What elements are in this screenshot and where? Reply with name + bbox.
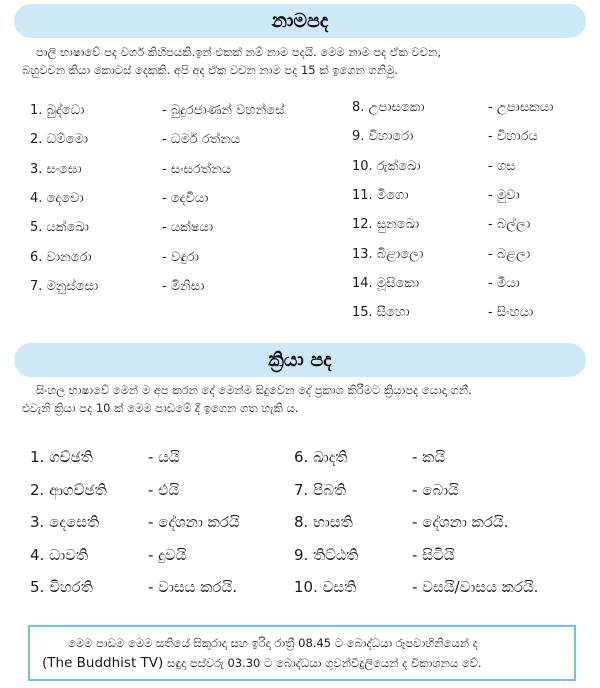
verb-row: [294, 441, 538, 474]
verb-term: 4. ධාවති: [30, 545, 89, 564]
noun-meaning: - මුවා: [488, 188, 520, 204]
verb-term: 6. ඛාදති: [294, 448, 348, 467]
noun-row: [30, 96, 284, 125]
noun-row: [352, 152, 553, 181]
noun-meaning: - දෙවියා: [162, 191, 209, 207]
verb-term: 8. භාසති: [294, 513, 353, 532]
verb-row: [30, 506, 240, 539]
section-2-intro-line-2: එවැනි ක්‍රියා පද 10 ක් මෙම පාඩමේ දී ඉගෙන ගත හැකි ය.: [22, 401, 299, 415]
section-1-title: නාමපද: [271, 10, 329, 32]
broadcast-notice-line-2: [42, 653, 566, 673]
noun-term: 10. රුක්ඛො: [352, 158, 421, 174]
section-1-banner: [14, 4, 586, 38]
verb-row: [294, 571, 538, 604]
verb-meaning: - යයි: [148, 448, 180, 467]
noun-meaning: - බල්ලා: [488, 217, 531, 233]
verb-row: [30, 539, 240, 572]
noun-row: [30, 125, 284, 154]
verb-term: 3. දෙසෙති: [30, 513, 100, 532]
noun-term: 9. විහාරො: [352, 129, 414, 145]
noun-term: 2. ධම්මො: [30, 132, 88, 148]
verb-meaning: - එයි: [148, 480, 180, 499]
noun-list-left: [30, 96, 284, 301]
noun-term: 1. බුද්ධො: [30, 103, 85, 119]
verb-meaning: - බොයි: [412, 480, 459, 499]
noun-meaning: - මීයා: [488, 275, 520, 291]
verb-row: [30, 571, 240, 604]
noun-meaning: - උපාසකයා: [488, 100, 554, 116]
verb-term: 7. පිබති: [294, 480, 347, 499]
noun-term: 8. උපාසකො: [352, 100, 425, 116]
verb-list-left: [30, 441, 240, 604]
section-2-intro-line-1: සිංහල භාෂාවේ මෙන් ම අප කරන දේ මෙන්ම සිදුවෙන දේ ප්‍රකාශ කිරීමට ක්‍රියාපද යොදා ගනී.: [36, 383, 472, 397]
noun-row: [30, 272, 284, 301]
noun-row: [352, 239, 553, 268]
verb-row: [294, 474, 538, 507]
noun-meaning: - සංඝරත්නය: [162, 161, 232, 177]
verb-meaning: - සිටියි: [412, 545, 455, 564]
noun-term: 11. මිගො: [352, 188, 409, 204]
noun-row: [352, 298, 553, 327]
broadcast-notice-line-2-rest: සඳුදා පස්වරු 03.30 ට බොද්ධයා ගුවන්විදුලියෙන් ද විකාශනය වේ.: [163, 656, 482, 670]
noun-meaning: - වඳුරා: [162, 249, 199, 265]
noun-term: 4. දෙවො: [30, 191, 84, 207]
noun-term: 3. සංඝො: [30, 161, 82, 177]
noun-row: [30, 242, 284, 271]
noun-meaning: - ධර්ම රත්නය: [162, 132, 241, 148]
section-1-intro-line-1: පාලි භාෂාවේ පද වර්ග කිහිපයකි.ඉන් එකක් නම් නාම පදයි. මෙම නාම පද ඒක වචන,: [36, 45, 442, 59]
noun-row: [352, 269, 553, 298]
verb-meaning: - වසයි/වාසය කරයි.: [412, 578, 539, 597]
noun-term: 12. සුනඛො: [352, 217, 420, 233]
verb-term: 5. විහරති: [30, 578, 93, 597]
verb-row: [294, 539, 538, 572]
noun-term: 13. බිළාලො: [352, 246, 424, 262]
noun-meaning: - මිනිසා: [162, 278, 205, 294]
verb-meaning: - දුවයි: [148, 545, 187, 564]
noun-row: [352, 93, 553, 122]
noun-term: 14. මූසිකො: [352, 275, 420, 291]
noun-term: 5. යක්ඛො: [30, 220, 89, 236]
noun-row: [352, 122, 553, 151]
noun-meaning: - සිංහයා: [488, 305, 534, 321]
noun-row: [30, 184, 284, 213]
verb-term: 10. වසති: [294, 578, 357, 597]
verb-row: [294, 506, 538, 539]
tv-channel-name: (The Buddhist TV): [42, 655, 164, 671]
noun-term: 15. සීහො: [352, 305, 410, 321]
section-1-intro-line-2: බහුවචන කියා කොටස් දෙකකි. අපි අද ඒක වචන නාම පද 15 ක් ඉගෙන ගනිමු.: [22, 63, 398, 77]
noun-row: [30, 155, 284, 184]
noun-term: 7. මනුස්සො: [30, 278, 99, 294]
noun-term: 6. වානරො: [30, 249, 92, 265]
verb-meaning: - වාසය කරයි.: [148, 578, 238, 597]
noun-meaning: - යක්ෂයා: [162, 220, 214, 236]
verb-meaning: - දේශනා කරයි.: [412, 513, 509, 532]
verb-term: 1. ගච්ඡති: [30, 448, 93, 467]
noun-list-right: [352, 93, 553, 327]
noun-meaning: - විහාරය: [488, 129, 538, 145]
section-2-banner: [14, 343, 586, 377]
verb-row: [30, 474, 240, 507]
verb-row: [30, 441, 240, 474]
noun-meaning: - බළලා: [488, 246, 531, 262]
verb-meaning: - දේශනා කරයි: [148, 513, 240, 532]
section-2-title: ක්‍රියා පද: [268, 349, 332, 371]
noun-row: [30, 213, 284, 242]
section-1-intro: [14, 43, 586, 79]
noun-row: [352, 181, 553, 210]
broadcast-notice: [28, 625, 576, 681]
noun-meaning: - බුදුරජාණන් වහන්සේ: [162, 103, 285, 119]
verb-list-right: [294, 441, 538, 604]
verb-term: 9. තිට්ඨති: [294, 545, 359, 564]
section-2-intro: [14, 381, 586, 417]
verb-term: 2. ආගච්ඡති: [30, 480, 107, 499]
verb-meaning: - කයි: [412, 448, 446, 467]
noun-row: [352, 210, 553, 239]
noun-meaning: - ගස: [488, 158, 516, 174]
broadcast-notice-line-1: මෙම පාඩම මෙම සතියේ සිකුරාදා සහ ඉරිදා රාත්‍රී 08.45 ට බොද්ධයා රූපවාහිනියෙන් ද: [68, 636, 478, 650]
